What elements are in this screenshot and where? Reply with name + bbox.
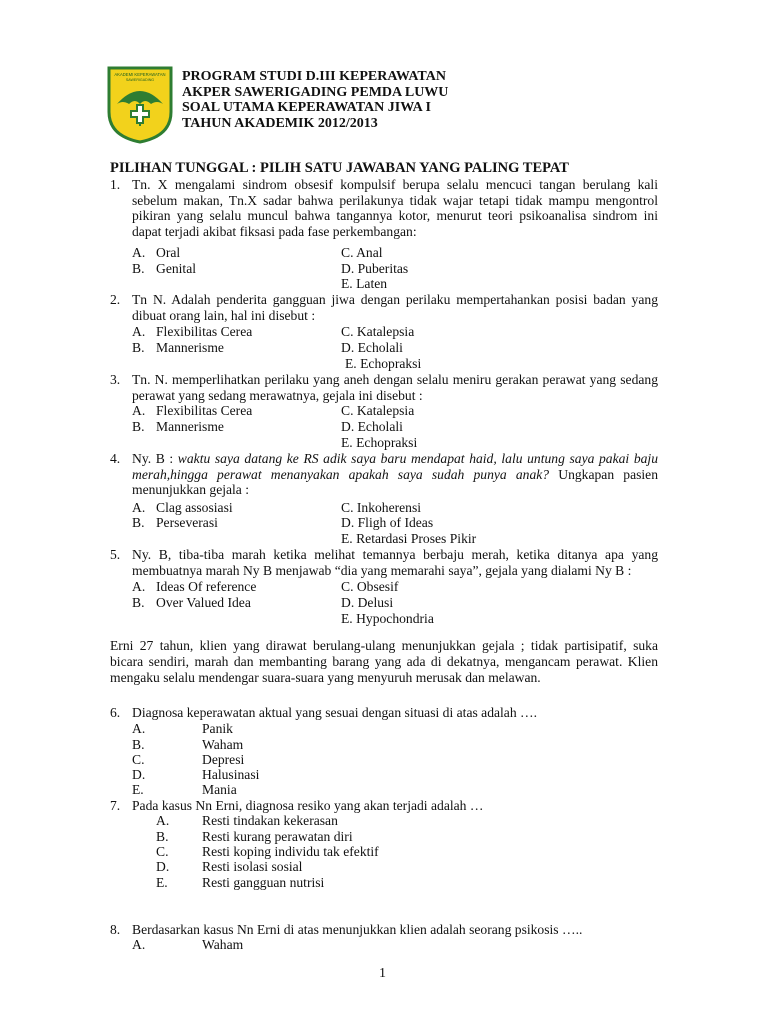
- option-c: [132, 752, 244, 768]
- option-text: Resti isolasi sosial: [202, 859, 303, 874]
- option-c: C. Katalepsia: [341, 403, 415, 418]
- header-line-year: TAHUN AKADEMIK 2012/2013: [182, 115, 378, 131]
- question-1: [110, 177, 658, 240]
- question-number: 2.: [110, 292, 121, 307]
- header-line-program: PROGRAM STUDI D.III KEPERAWATAN: [182, 69, 446, 84]
- option-d: D. Puberitas: [341, 261, 409, 276]
- option-text: Oral: [156, 245, 181, 260]
- question-5: [110, 547, 658, 578]
- option-d: D. Echolali: [341, 340, 403, 355]
- option-text: Flexibilitas Cerea: [156, 324, 253, 339]
- logo-text-bottom: SAWERIGADING: [125, 78, 155, 82]
- question-text: Tn N. Adalah penderita gangguan jiwa dengan perilaku mempertahankan posisi badan yang dibuat orang lain, hal ini disebut :: [132, 292, 658, 323]
- option-b: [132, 737, 243, 753]
- option-text: Genital: [156, 261, 197, 276]
- question-text: Tn. X mengalami sindrom obsesif kompulsif berupa selalu mencuci tangan berulang kali sebelum makan, Tn.X sadar bahwa perilakunya tidak wajar tetapi tidak mampu mengontrol pikiran yang selalu muncul bahwa tangannya kotor, menurut teori psikoanalisa sindrom ini dapat terjadi akibat fiksasi pada fase perkembangan:: [132, 177, 658, 240]
- option-b: B. Over Valued Idea: [132, 595, 251, 610]
- option-letter: D.: [132, 767, 146, 782]
- option-e: [156, 875, 324, 891]
- question-number: 4.: [110, 451, 121, 466]
- option-a: [132, 721, 233, 737]
- option-text: Ideas Of reference: [156, 579, 257, 594]
- option-e: [132, 782, 237, 798]
- option-b: B. Genital: [132, 261, 197, 276]
- option-a: A. Flexibilitas Cerea: [132, 403, 253, 418]
- option-a: A. Flexibilitas Cerea: [132, 324, 253, 339]
- option-text: Resti tindakan kekerasan: [202, 813, 338, 828]
- option-d: D. Delusi: [341, 595, 394, 610]
- option-b: B. Mannerisme: [132, 419, 224, 434]
- option-letter: E.: [156, 875, 168, 890]
- option-e: E. Laten: [341, 276, 388, 291]
- question-number: 1.: [110, 177, 121, 192]
- option-c: C. Obsesif: [341, 579, 399, 594]
- section-title: PILIHAN TUNGGAL : PILIH SATU JAWABAN YANG PALING TEPAT: [110, 160, 569, 176]
- option-a: A. Oral: [132, 245, 181, 260]
- option-letter: B.: [132, 737, 145, 752]
- option-letter: D.: [156, 859, 170, 874]
- option-c: [156, 844, 379, 860]
- question-number: 6.: [110, 705, 121, 720]
- question-number: 8.: [110, 922, 121, 937]
- option-c: C. Inkoherensi: [341, 500, 422, 515]
- option-a: [156, 813, 338, 829]
- option-text: Waham: [202, 737, 244, 752]
- question-2: [110, 292, 658, 323]
- option-e: E. Echopraksi: [341, 435, 418, 450]
- question-text-tail: Ungkapan pasien menunjukkan gejala :: [132, 466, 658, 498]
- question-4: [110, 451, 658, 498]
- option-b: B. Perseverasi: [132, 515, 218, 530]
- option-text: Waham: [202, 937, 244, 952]
- question-number: 3.: [110, 372, 121, 387]
- question-7: [110, 798, 658, 814]
- header-line-exam: SOAL UTAMA KEPERAWATAN JIWA I: [182, 100, 431, 115]
- option-a: [132, 937, 243, 953]
- option-text: Panik: [202, 721, 233, 736]
- option-text: Perseverasi: [156, 515, 218, 530]
- option-text: Halusinasi: [202, 767, 260, 782]
- option-e: E. Hypochondria: [341, 611, 434, 626]
- option-e: E. Echopraksi: [345, 356, 422, 371]
- option-d: D. Echolali: [341, 419, 403, 434]
- question-text-lead: Ny. B :: [132, 451, 178, 466]
- option-letter: A.: [156, 813, 170, 828]
- option-text: Resti gangguan nutrisi: [202, 875, 325, 890]
- question-number: 5.: [110, 547, 121, 562]
- question-3: [110, 372, 658, 403]
- question-quote: waktu saya datang ke RS adik saya baru mendapat haid, lalu untung saya pakai baju merah,hingga perawat menanyakan apakah saya sudah punya anak?: [132, 451, 658, 482]
- question-number: 7.: [110, 798, 121, 813]
- option-text: Clag assosiasi: [156, 500, 233, 515]
- option-letter: E.: [132, 782, 144, 797]
- option-text: Flexibilitas Cerea: [156, 403, 253, 418]
- option-text: Depresi: [202, 752, 245, 767]
- option-d: [132, 767, 259, 783]
- option-letter: C.: [132, 752, 145, 767]
- question-6: [110, 705, 658, 721]
- option-b: [156, 829, 353, 845]
- option-text: Resti kurang perawatan diri: [202, 829, 353, 844]
- option-text: Over Valued Idea: [156, 595, 251, 610]
- option-d: [156, 859, 302, 875]
- question-text: Ny. B, tiba-tiba marah ketika melihat temannya berbaju merah, ketika ditanya apa yang membuatnya marah Ny B menjawab “dia yang memarahi saya”, gejala yang dialami Ny B :: [132, 547, 658, 578]
- question-text: Pada kasus Nn Erni, diagnosa resiko yang akan terjadi adalah …: [132, 798, 484, 813]
- option-letter: B.: [156, 829, 169, 844]
- question-8: [110, 922, 658, 938]
- case-description: Erni 27 tahun, klien yang dirawat berulang-ulang menunjukkan gejala ; tidak partisipatif, suka bicara sendiri, marah dan membanting barang yang ada di dekatnya, mengancam perawat. Klien mengaku selalu mendengar suara-suara yang menyuruh merusak dan melawan.: [110, 638, 658, 685]
- option-d: D. Fligh of Ideas: [341, 515, 434, 530]
- question-text: Berdasarkan kasus Nn Erni di atas menunjukkan klien adalah seorang psikosis …..: [132, 922, 583, 937]
- logo-text-top: AKADEMI KEPERAWATAN: [114, 72, 166, 77]
- option-a: A. Ideas Of reference: [132, 579, 257, 594]
- option-b: B. Mannerisme: [132, 340, 224, 355]
- option-c: C. Katalepsia: [341, 324, 415, 339]
- question-text: Tn. N. memperlihatkan perilaku yang aneh dengan selalu meniru gerakan perawat yang sedang perawat yang sedang merawatnya, gejala ini disebut :: [132, 372, 658, 403]
- option-letter: C.: [156, 844, 169, 859]
- page-number: 1: [379, 966, 386, 981]
- header-block: [182, 69, 448, 131]
- option-text: Mannerisme: [156, 419, 224, 434]
- option-text: Resti koping individu tak efektif: [202, 844, 379, 859]
- institution-logo: [105, 64, 175, 144]
- header-line-institution: AKPER SAWERIGADING PEMDA LUWU: [182, 84, 449, 100]
- option-e: E. Retardasi Proses Pikir: [341, 531, 477, 546]
- option-c: C. Anal: [341, 245, 383, 260]
- option-letter: A.: [132, 937, 146, 952]
- option-letter: A.: [132, 721, 146, 736]
- question-text: Diagnosa keperawatan aktual yang sesuai dengan situasi di atas adalah ….: [132, 705, 538, 720]
- option-text: Mannerisme: [156, 340, 224, 355]
- option-text: Mania: [202, 782, 237, 797]
- option-a: A. Clag assosiasi: [132, 500, 233, 515]
